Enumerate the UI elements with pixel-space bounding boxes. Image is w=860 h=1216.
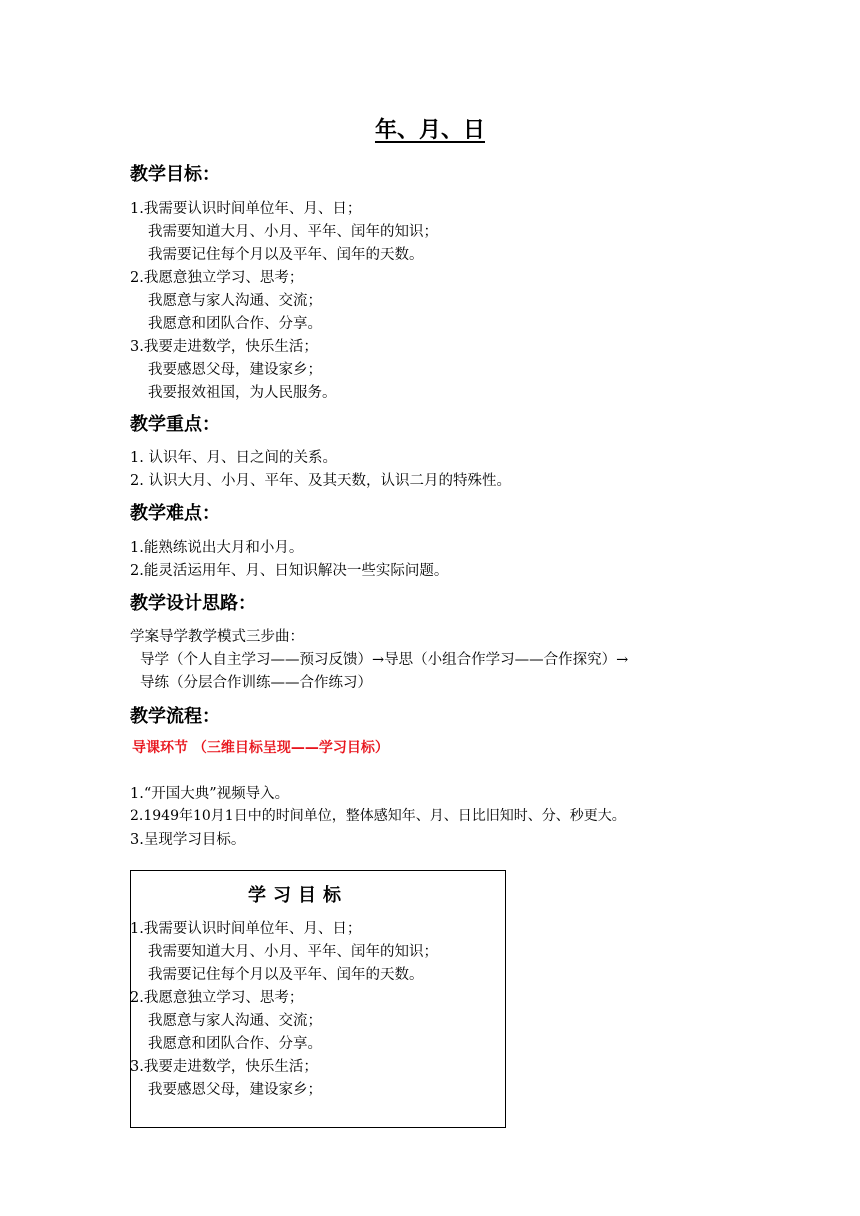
difficulty-line: 2.能灵活运用年、月、日知识解决一些实际问题。 (130, 563, 449, 579)
objective-line: 1.我需要认识时间单位年、月、日； (130, 201, 362, 217)
difficulty-line: 1.能熟练说出大月和小月。 (130, 540, 304, 556)
design-line: 导学（个人自主学习——预习反馈）→导思（小组合作学习——合作探究）→ (140, 652, 629, 668)
process-line: 2.1949年10月1日中的时间单位，整体感知年、月、日比旧知时、分、秒更大。 (130, 808, 626, 824)
process-line: 1.“开国大典”视频导入。 (130, 786, 290, 802)
goal-line: 1.我需要认识时间单位年、月、日； (130, 921, 362, 937)
difficulties-heading: 教学难点： (130, 503, 220, 524)
goal-line: 我愿意与家人沟通、交流； (148, 1013, 322, 1029)
process-line: 3.呈现学习目标。 (130, 832, 246, 848)
page-title: 年、月、日 (374, 118, 485, 143)
design-heading: 教学设计思路： (130, 593, 256, 614)
objectives-heading: 教学目标： (130, 164, 220, 185)
key-point-line: 1. 认识年、月、日之间的关系。 (130, 450, 337, 466)
goal-line: 我愿意和团队合作、分享。 (148, 1036, 322, 1052)
objective-line: 我要感恩父母，建设家乡； (148, 362, 322, 378)
design-line: 学案导学教学模式三步曲： (130, 629, 304, 645)
objective-line: 我愿意与家人沟通、交流； (148, 293, 322, 309)
objective-line: 我要报效祖国，为人民服务。 (148, 385, 337, 401)
objective-line: 2.我愿意独立学习、思考； (130, 270, 304, 286)
learning-goals-title: 学习目标 (248, 885, 348, 906)
process-heading: 教学流程： (130, 706, 220, 727)
objective-line: 我愿意和团队合作、分享。 (148, 316, 322, 332)
key-point-line: 2. 认识大月、小月、平年、及其天数，认识二月的特殊性。 (130, 473, 511, 489)
goal-line: 我需要知道大月、小月、平年、闰年的知识； (148, 944, 438, 960)
key-points-heading: 教学重点： (130, 414, 220, 435)
design-line: 导练（分层合作训练——合作练习） (140, 675, 372, 691)
objective-line: 我需要知道大月、小月、平年、闰年的知识； (148, 224, 438, 240)
lesson-intro-subheading: 导课环节 （三维目标呈现——学习目标） (132, 740, 389, 756)
goal-line: 我需要记住每个月以及平年、闰年的天数。 (148, 967, 424, 983)
goal-line: 3.我要走进数学，快乐生活； (130, 1059, 318, 1075)
objective-line: 我需要记住每个月以及平年、闰年的天数。 (148, 247, 424, 263)
objective-line: 3.我要走进数学，快乐生活； (130, 339, 318, 355)
goal-line: 我要感恩父母，建设家乡； (148, 1082, 322, 1098)
goal-line: 2.我愿意独立学习、思考； (130, 990, 304, 1006)
